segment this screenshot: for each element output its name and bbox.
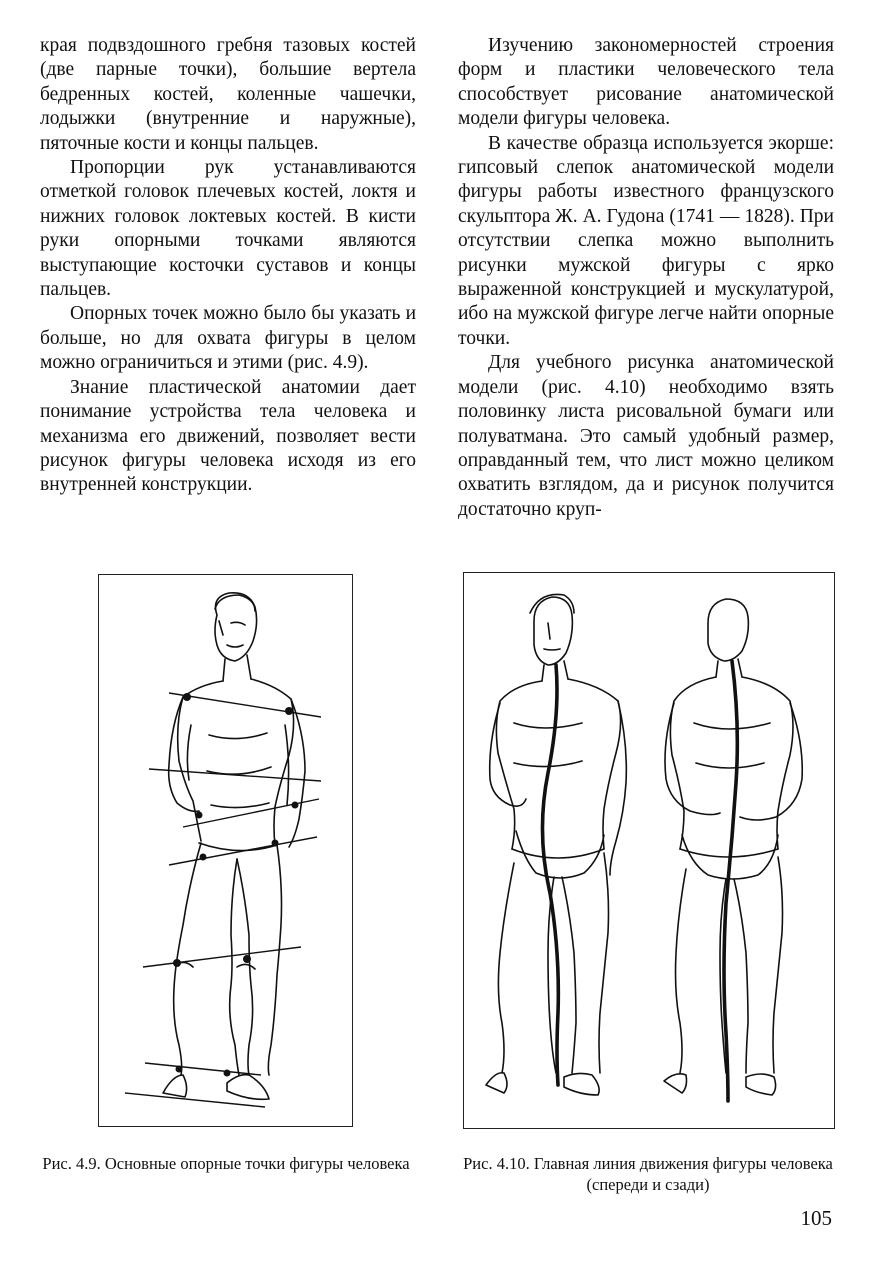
paragraph: Опорных точек можно было бы указать и больше, но для охвата фигуры в целом можно ограничиться и этими (рис. 4.9). — [40, 303, 416, 374]
paragraph: Пропорции рук устанавливаются отметкой головок плечевых костей, локтя и нижних головок локтевых костей. В кисти руки опорными точками являются выступающие косточки суставов и концы пальцев. — [40, 157, 416, 301]
paragraph: В качестве образца используется экорше: гипсовый слепок анатомической модели фигуры работы известного французского скульптора Ж. А. Гудона (1741 — 1828). При отсутствии слепка можно выполнить рисунки мужской фигуры с ярко выраженной конструкцией и мускулатурой, ибо на мужской фигуре легче найти опорные точки. — [458, 132, 834, 349]
left-column — [40, 34, 416, 498]
right-column — [458, 34, 834, 522]
figure-caption: Рис. 4.10. Главная линия движения фигуры человека (спереди и сзади) — [463, 1154, 833, 1194]
figure-movement-line — [463, 572, 835, 1129]
figure-support-points — [98, 574, 353, 1127]
paragraph: края подвздошного гребня тазовых костей (две парные точки), большие вертела бедренных костей, коленные чашечки, лодыжки (внутренние и наружные), пяточные кости и концы пальцев. — [40, 35, 416, 154]
page-number: 105 — [800, 1206, 832, 1230]
paragraph: Для учебного рисунка анатомической модели (рис. 4.10) необходимо взять половинку листа рисовальной бумаги или полуватмана. Это самый удобный размер, оправданный тем, что лист можно целиком охватить взглядом, да и рисунок получится достаточно круп- — [458, 352, 834, 520]
figure-caption: Рис. 4.9. Основные опорные точки фигуры человека — [42, 1154, 410, 1173]
anatomy-figure-drawing — [99, 575, 352, 1126]
paragraph: Знание пластической анатомии дает понимание устройства тела человека и механизма его движений, позволяет вести рисунок фигуры человека исходя из его внутренней конструкции. — [40, 376, 416, 496]
paragraph: Изучению закономерностей строения форм и пластики человеческого тела способствует рисование анатомической модели фигуры человека. — [458, 35, 834, 130]
anatomy-figures-front-back — [464, 573, 834, 1128]
